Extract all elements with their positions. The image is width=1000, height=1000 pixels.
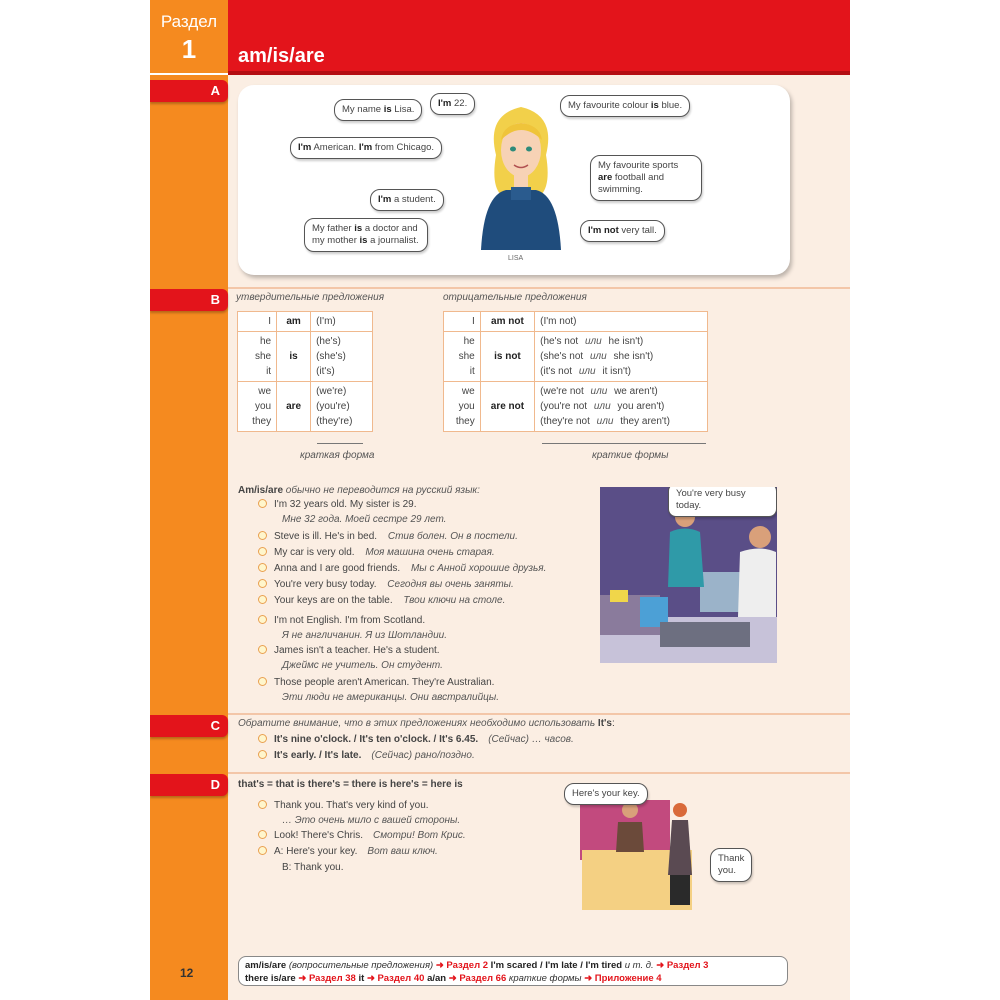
short-form-label: краткая форма (300, 450, 375, 461)
bullet-icon (258, 830, 267, 839)
speech-bubble: I'm 22. (430, 93, 475, 115)
table-row (238, 312, 373, 332)
section-d-item (282, 862, 344, 873)
section-letter: A (210, 83, 220, 98)
example-item (258, 677, 494, 688)
reception-illustration (560, 780, 745, 915)
bullet-icon (258, 846, 267, 855)
or-word: или (591, 401, 614, 412)
verb-cell: am not (480, 312, 534, 332)
speech-bubble: My father is a doctor and my mother is a journalist. (304, 218, 428, 252)
bubble-verb: I'm not (588, 225, 619, 236)
example-item (258, 531, 518, 542)
pronoun-cell: we you they (238, 382, 277, 432)
cross-reference-row (245, 959, 781, 972)
section-tab-c (150, 715, 228, 737)
section-letter: C (210, 718, 220, 733)
section-c-item (258, 750, 475, 761)
or-word: или (593, 416, 617, 427)
footer-term: I'm scared / I'm late / I'm tired (488, 960, 623, 971)
section-c-english: It's nine o'clock. / It's ten o'clock. / It's 6.45. (274, 734, 479, 745)
example-item (258, 645, 440, 656)
short-form-cell: (I'm) (311, 312, 373, 332)
pronoun-cell: I (238, 312, 277, 332)
section-divider (228, 772, 850, 774)
table-row (444, 312, 708, 332)
unit-title: am/is/are (238, 45, 325, 67)
example-english: Anna and I are good friends. (274, 563, 401, 574)
or-word: или (587, 386, 611, 397)
example-english: I'm 32 years old. My sister is 29. (274, 499, 417, 510)
contractions-text: that's = that is there's = there is here's = here is (238, 779, 463, 790)
short-form-bracket (317, 443, 363, 448)
negative-heading: отрицательные предложения (443, 292, 587, 303)
section-c-list (258, 734, 778, 768)
example-item (258, 547, 495, 558)
or-word: или (587, 351, 610, 362)
section-d-item (282, 815, 460, 826)
section-tab-d (150, 774, 228, 796)
thanks-speech-bubble: Thank you. (710, 848, 752, 882)
pronoun-cell: he she it (444, 332, 481, 382)
table-row (444, 382, 708, 432)
section-d-russian: Вот ваш ключ. (367, 846, 438, 857)
negative-table (443, 311, 708, 432)
section-c-item (258, 734, 574, 745)
picture-caption: LISA (508, 255, 524, 262)
section-c-russian: (Сейчас) рано/поздно. (371, 750, 475, 761)
bubble-verb: are (598, 171, 613, 183)
section-d-item (258, 800, 429, 811)
example-russian: Стив болен. Он в постели. (385, 531, 518, 542)
footer-link: ➜ Раздел 3 (656, 960, 709, 971)
unit-badge (150, 0, 228, 75)
footer-link: ➜ Раздел 38 (298, 973, 356, 984)
or-word: или (582, 336, 605, 347)
footer-term: am/is/are (245, 960, 287, 971)
key-speech-bubble: Here's your key. (564, 783, 648, 805)
table-row (444, 332, 708, 382)
example-english: Those people aren't American. They're Australian. (274, 677, 495, 688)
section-c-english: It's early. / It's late. (274, 750, 362, 761)
pronoun-cell: we you they (444, 382, 481, 432)
section-c-intro (238, 718, 798, 729)
speech-bubble: My favourite colour is blue. (560, 95, 690, 117)
section-divider (228, 713, 850, 715)
note-text: обычно не переводится на русский язык: (283, 485, 480, 496)
verb-cell: is not (480, 332, 534, 382)
example-english: I'm not English. I'm from Scotland. (274, 615, 426, 626)
section-d-english: A: Here's your key. (274, 846, 358, 857)
bullet-icon (258, 750, 267, 759)
section-d-russian: … Это очень мило с вашей стороны. (282, 815, 461, 826)
example-russian: Моя машина очень старая. (362, 547, 495, 558)
note-bold: Am/is/are (238, 485, 284, 496)
examples-list (238, 485, 598, 710)
footer-link: ➜ Раздел 2 (435, 960, 489, 971)
speech-bubble: I'm not very tall. (580, 220, 665, 242)
short-form-cell: (he's not или he isn't) (she's not или she isn't) (it's not или it isn't) (535, 332, 708, 382)
lisa-illustration (476, 95, 566, 250)
bubble-verb: is (383, 104, 392, 115)
example-russian: Я не англичанин. Я из Шотландии. (282, 630, 447, 641)
section-c-russian: (Сейчас) … часов. (488, 734, 574, 745)
section-c-intro-end: : (611, 718, 615, 729)
cross-reference-row (245, 972, 781, 985)
example-english: James isn't a teacher. He's a student. (274, 645, 440, 656)
bullet-icon (258, 547, 267, 556)
bubble-verb: is (359, 234, 368, 246)
example-item (258, 595, 505, 606)
section-a-panel (238, 85, 790, 275)
section-d-english: Look! There's Chris. (274, 830, 363, 841)
contractions-line (238, 779, 558, 790)
section-d-list (258, 800, 558, 890)
bullet-icon (258, 677, 267, 686)
picture-speech-bubble: You're very busy today. (668, 487, 777, 517)
footer-link: ➜ Раздел 66 (448, 973, 507, 984)
short-forms-label: краткие формы (592, 450, 669, 461)
bullet-icon (258, 734, 267, 743)
footer-note: краткие формы (506, 973, 585, 984)
bubble-verb: I'm (358, 142, 373, 153)
section-letter: D (210, 777, 220, 792)
verb-cell: is (277, 332, 311, 382)
page-number: 12 (180, 966, 194, 980)
bullet-icon (258, 645, 267, 654)
speech-bubble: I'm American. I'm from Chicago. (290, 137, 442, 159)
example-russian: Джеймс не учитель. Он студент. (282, 660, 443, 671)
affirmative-table (237, 311, 373, 432)
footer-link: ➜ Приложение 4 (584, 973, 662, 984)
bullet-icon (258, 563, 267, 572)
verb-cell: am (277, 312, 311, 332)
bubble-verb: is (650, 100, 659, 111)
example-item (258, 615, 425, 626)
example-russian: Сегодня вы очень заняты. (384, 579, 514, 590)
table-row (238, 332, 373, 382)
speech-bubble: I'm a student. (370, 189, 444, 211)
bullet-icon (258, 615, 267, 624)
footer-link: ➜ Раздел 40 (366, 973, 425, 984)
bubble-verb: I'm (378, 194, 392, 205)
office-illustration (600, 487, 777, 663)
footer-term: a/an (424, 973, 449, 984)
section-d-english: B: Thank you. (282, 862, 344, 873)
bubble-verb: is (354, 223, 363, 234)
unit-number: 1 (181, 34, 197, 64)
table-row (238, 382, 373, 432)
section-d-russian: Смотри! Вот Крис. (372, 830, 466, 841)
example-item (258, 579, 514, 590)
example-item (258, 499, 417, 510)
bullet-icon (258, 595, 267, 604)
example-russian: Мне 32 года. Моей сестре 29 лет. (282, 514, 447, 525)
section-d-item (258, 846, 438, 857)
section-c-intro-bold: It's (597, 718, 612, 729)
section-c-intro-text: Обратите внимание, что в этих предложениях необходимо использовать (238, 718, 598, 729)
short-form-cell: (he's) (she's) (it's) (311, 332, 373, 382)
short-form-cell: (we're not или we aren't) (you're not или you aren't) (they're not или they aren't) (535, 382, 708, 432)
short-form-cell: (I'm not) (535, 312, 708, 332)
affirmative-heading: утвердительные предложения (236, 292, 385, 303)
bullet-icon (258, 499, 267, 508)
speech-bubble: My favourite sports are football and swimming. (590, 155, 702, 201)
example-english: Your keys are on the table. (274, 595, 393, 606)
verb-cell: are not (480, 382, 534, 432)
section-letter: B (210, 292, 220, 307)
example-english: Steve is ill. He's in bed. (274, 531, 378, 542)
short-forms-bracket (542, 443, 706, 448)
example-russian: Эти люди не американцы. Они австралийцы. (282, 692, 500, 703)
bubble-verb: I'm (298, 142, 312, 153)
speech-bubble: My name is Lisa. (334, 99, 422, 121)
section-divider (228, 287, 850, 289)
textbook-page (150, 0, 850, 1000)
footer-term: there is/are (245, 973, 296, 984)
example-russian: Твои ключи на столе. (400, 595, 506, 606)
bullet-icon (258, 531, 267, 540)
bullet-icon (258, 800, 267, 809)
example-item (258, 563, 546, 574)
footer-note: (вопросительные предложения) (286, 960, 436, 971)
left-margin-bar (150, 0, 228, 1000)
section-d-item (258, 830, 466, 841)
pronoun-cell: I (444, 312, 481, 332)
section-tab-a (150, 80, 228, 102)
section-d-english: Thank you. That's very kind of you. (274, 800, 429, 811)
bullet-icon (258, 579, 267, 588)
footer-note: и т. д. (622, 960, 657, 971)
example-english: My car is very old. (274, 547, 355, 558)
short-form-cell: (we're) (you're) (they're) (311, 382, 373, 432)
unit-word: Раздел (160, 12, 218, 31)
bubble-verb: I'm (438, 98, 452, 109)
footer-term: it (355, 973, 367, 984)
note-line (238, 485, 480, 496)
section-tab-b (150, 289, 228, 311)
or-word: или (576, 366, 599, 377)
title-bar (228, 0, 850, 75)
verb-cell: are (277, 382, 311, 432)
example-english: You're very busy today. (274, 579, 377, 590)
example-russian: Мы с Анной хорошие друзья. (408, 563, 547, 574)
pronoun-cell: he she it (238, 332, 277, 382)
cross-reference-box (238, 956, 788, 986)
